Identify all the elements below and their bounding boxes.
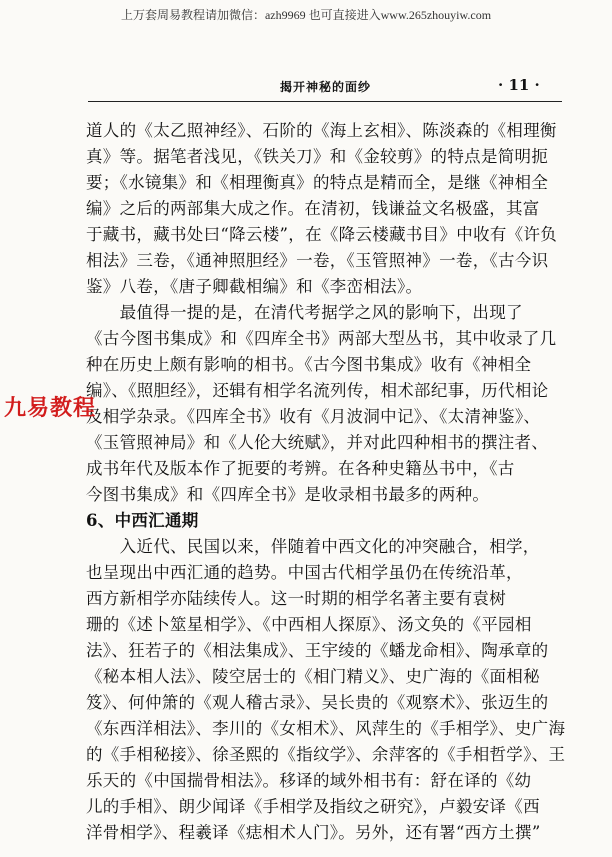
text-line: 《东西洋相法》、李川的《女相术》、风萍生的《手相学》、史广海: [86, 719, 566, 738]
text-line: 于藏书，藏书处曰“降云楼”，在《降云楼藏书目》中收有《许负: [86, 225, 558, 244]
header-rule: [88, 101, 562, 102]
text-line: 也呈现出中西汇通的趋势。中国古代相学虽仍在传统沿革，: [86, 563, 523, 582]
text-line: 道人的《太乙照神经》、石阶的《海上玄相》、陈淡森的《相理衡: [86, 121, 557, 140]
text-line: 《秘本相人法》、陵空居士的《相门精义》、史广海的《面相秘: [86, 667, 540, 686]
page-number: · 11 ·: [498, 76, 540, 94]
text-line: 今图书集成》和《四库全书》是收录相书最多的两种。: [86, 485, 490, 504]
text-line: 《玉管照神局》和《人伦大统赋》，并对此四种相书的撰注者、: [86, 433, 549, 452]
text-line: 儿的手相》、朗少闻译《手相学及指纹之研究》，卢毅安译《西: [86, 797, 540, 816]
text-line: 编》之后的两部集大成之作。在清初，钱谦益文名极盛，其富: [86, 199, 540, 218]
text-line: 相法》三卷，《通神照胆经》一卷，《玉管照神》一卷，《古今识: [86, 251, 549, 270]
watermark-logo: 九易教程: [4, 396, 97, 421]
text-line: 编》、《照胆经》，还辑有相学名流列传，相术部纪事，历代相论: [86, 381, 549, 400]
text-line: 最值得一提的是，在清代考据学之风的影响下，出现了: [86, 303, 523, 322]
text-line: 笈》、何仲箫的《观人稽古录》、吴长贵的《观察术》、张迈生的: [86, 693, 549, 712]
section-heading: 6、中西汇通期: [86, 511, 199, 530]
text-line: 洋骨相学》、程羲译《痣相术人门》。另外，还有署“西方土撰”: [86, 823, 541, 842]
text-line: 种在历史上颇有影响的相书。《古今图书集成》收有《神相全: [86, 355, 532, 374]
text-line: 法》、狂若子的《相法集成》、王宇绫的《蟠龙命相》、陶承章的: [86, 641, 549, 660]
text-line: 西方新相学亦陆续传人。这一时期的相学名著主要有袁树: [86, 589, 506, 608]
text-line: 要；《水镜集》和《相理衡真》的特点是精而全，是继《神相全: [86, 173, 549, 192]
body-text: [86, 118, 566, 846]
text-line: 珊的《述卜筮星相学》、《中西相人探原》、汤文奂的《平园相: [86, 615, 532, 634]
text-line: 的《手相秘接》、徐圣熙的《指纹学》、余萍客的《手相哲学》、王: [86, 745, 566, 764]
text-line: 真》等。据笔者浅见，《铁关刀》和《金较剪》的特点是简明扼: [86, 147, 549, 166]
text-line: 成书年代及版本作了扼要的考辨。在各种史籍丛书中，《古: [86, 459, 515, 478]
text-line: 入近代、民国以来，伴随着中西文化的冲突融合，相学，: [86, 537, 540, 556]
text-line: 鉴》八卷，《唐子卿截相编》和《李峦相法》。: [86, 277, 423, 296]
top-banner: 上万套周易教程请加微信：azh9969 也可直接进入www.265zhouyiw.com: [120, 8, 492, 22]
text-line: 《古今图书集成》和《四库全书》两部大型丛书，其中收录了几: [86, 329, 557, 348]
text-line: 及相学杂录。《四库全书》收有《月波洞中记》、《太清神鉴》、: [86, 407, 541, 426]
text-line: 乐天的《中国揣骨相法》。移译的域外相书有：舒在译的《幼: [86, 771, 532, 790]
running-title: 揭开神秘的面纱: [280, 80, 372, 94]
